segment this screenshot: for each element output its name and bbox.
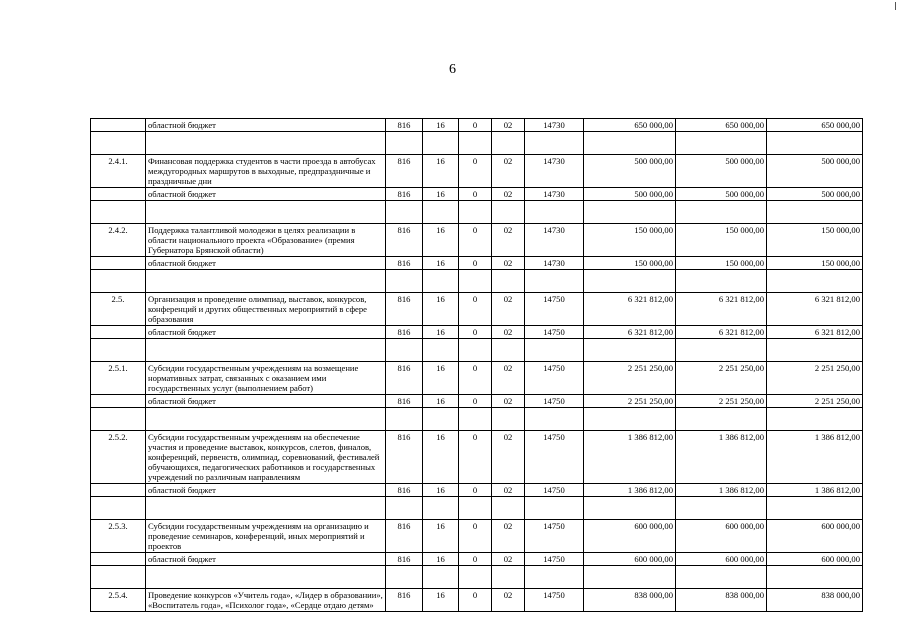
table-row-item <box>91 362 863 395</box>
spacer-cell <box>459 339 492 362</box>
ministry-code-cell: 816 <box>386 553 423 566</box>
amount-year2-cell: 2 251 250,00 <box>676 395 767 408</box>
spacer-cell <box>386 339 423 362</box>
amount-year1-cell: 2 251 250,00 <box>584 362 676 395</box>
spacer-cell <box>492 132 525 155</box>
expense-code-cell: 14750 <box>525 484 584 497</box>
spacer-cell <box>423 339 459 362</box>
table-row-budget-source <box>91 484 863 497</box>
amount-year1-cell: 500 000,00 <box>584 188 676 201</box>
expense-code-cell: 14730 <box>525 119 584 132</box>
spacer-cell <box>492 270 525 293</box>
spacer-cell <box>767 339 863 362</box>
ministry-code-cell: 816 <box>386 520 423 553</box>
item-code-cell: 2.5.2. <box>91 431 146 484</box>
program-code-cell: 02 <box>492 553 525 566</box>
amount-year1-cell: 150 000,00 <box>584 224 676 257</box>
spacer-cell <box>584 339 676 362</box>
amount-year3-cell: 150 000,00 <box>767 257 863 270</box>
spacer-cell <box>767 201 863 224</box>
spacer-cell <box>767 408 863 431</box>
expense-code-cell: 14750 <box>525 589 584 612</box>
spacer-cell <box>386 270 423 293</box>
section-code-cell: 16 <box>423 520 459 553</box>
spacer-cell <box>525 201 584 224</box>
item-code-cell <box>91 553 146 566</box>
program-code-cell: 02 <box>492 188 525 201</box>
subsection-code-cell: 0 <box>459 155 492 188</box>
spacer-cell <box>767 566 863 589</box>
spacer-cell <box>91 201 146 224</box>
table-row-budget-source <box>91 553 863 566</box>
program-code-cell: 02 <box>492 293 525 326</box>
amount-year1-cell: 6 321 812,00 <box>584 293 676 326</box>
section-code-cell: 16 <box>423 395 459 408</box>
spacer-cell <box>459 132 492 155</box>
spacer-row <box>91 339 863 362</box>
spacer-cell <box>525 566 584 589</box>
amount-year3-cell: 1 386 812,00 <box>767 431 863 484</box>
ministry-code-cell: 816 <box>386 395 423 408</box>
amount-year2-cell: 2 251 250,00 <box>676 362 767 395</box>
amount-year1-cell: 6 321 812,00 <box>584 326 676 339</box>
amount-year1-cell: 838 000,00 <box>584 589 676 612</box>
amount-year3-cell: 838 000,00 <box>767 589 863 612</box>
spacer-cell <box>423 270 459 293</box>
subsection-code-cell: 0 <box>459 589 492 612</box>
amount-year2-cell: 600 000,00 <box>676 553 767 566</box>
amount-year3-cell: 6 321 812,00 <box>767 293 863 326</box>
page-number: 6 <box>449 62 456 77</box>
program-code-cell: 02 <box>492 589 525 612</box>
subsection-code-cell: 0 <box>459 326 492 339</box>
subsection-code-cell: 0 <box>459 431 492 484</box>
spacer-cell <box>146 566 386 589</box>
section-code-cell: 16 <box>423 484 459 497</box>
spacer-cell <box>676 201 767 224</box>
amount-year3-cell: 6 321 812,00 <box>767 326 863 339</box>
subsection-code-cell: 0 <box>459 188 492 201</box>
spacer-cell <box>492 408 525 431</box>
section-code-cell: 16 <box>423 362 459 395</box>
amount-year3-cell: 2 251 250,00 <box>767 362 863 395</box>
amount-year2-cell: 650 000,00 <box>676 119 767 132</box>
spacer-cell <box>91 339 146 362</box>
item-code-cell: 2.5. <box>91 293 146 326</box>
spacer-cell <box>459 566 492 589</box>
section-code-cell: 16 <box>423 188 459 201</box>
amount-year2-cell: 6 321 812,00 <box>676 326 767 339</box>
spacer-cell <box>146 270 386 293</box>
section-code-cell: 16 <box>423 431 459 484</box>
spacer-cell <box>423 132 459 155</box>
program-code-cell: 02 <box>492 431 525 484</box>
spacer-cell <box>492 497 525 520</box>
expense-code-cell: 14730 <box>525 155 584 188</box>
amount-year2-cell: 838 000,00 <box>676 589 767 612</box>
table-row-item <box>91 155 863 188</box>
spacer-cell <box>492 566 525 589</box>
item-code-cell: 2.5.3. <box>91 520 146 553</box>
item-code-cell <box>91 119 146 132</box>
amount-year3-cell: 650 000,00 <box>767 119 863 132</box>
spacer-row <box>91 566 863 589</box>
ministry-code-cell: 816 <box>386 431 423 484</box>
expense-code-cell: 14750 <box>525 553 584 566</box>
description-cell: областной бюджет <box>146 119 386 132</box>
description-cell: Проведение конкурсов «Учитель года», «Лидер в образовании», «Воспитатель года», «Психолог года», «Сердце отдаю детям» <box>146 589 386 612</box>
item-code-cell <box>91 326 146 339</box>
table-row-budget-source <box>91 395 863 408</box>
ministry-code-cell: 816 <box>386 188 423 201</box>
section-code-cell: 16 <box>423 155 459 188</box>
description-cell: областной бюджет <box>146 484 386 497</box>
description-cell: областной бюджет <box>146 326 386 339</box>
spacer-row <box>91 408 863 431</box>
spacer-cell <box>91 132 146 155</box>
spacer-cell <box>459 201 492 224</box>
item-code-cell <box>91 188 146 201</box>
table-row-item <box>91 520 863 553</box>
table-row-budget-source <box>91 188 863 201</box>
section-code-cell: 16 <box>423 257 459 270</box>
spacer-cell <box>91 566 146 589</box>
spacer-row <box>91 270 863 293</box>
program-code-cell: 02 <box>492 326 525 339</box>
spacer-cell <box>584 497 676 520</box>
spacer-cell <box>767 132 863 155</box>
budget-table <box>90 118 863 612</box>
table-row-item <box>91 431 863 484</box>
subsection-code-cell: 0 <box>459 484 492 497</box>
amount-year2-cell: 1 386 812,00 <box>676 484 767 497</box>
amount-year2-cell: 500 000,00 <box>676 188 767 201</box>
expense-code-cell: 14750 <box>525 293 584 326</box>
ministry-code-cell: 816 <box>386 293 423 326</box>
subsection-code-cell: 0 <box>459 257 492 270</box>
spacer-cell <box>492 201 525 224</box>
spacer-cell <box>423 566 459 589</box>
spacer-cell <box>423 201 459 224</box>
spacer-row <box>91 497 863 520</box>
spacer-cell <box>459 497 492 520</box>
amount-year1-cell: 1 386 812,00 <box>584 431 676 484</box>
description-cell: Поддержка талантливой молодежи в целях реализации в области национального проекта «Образование» (премия Губернатора Брянской области) <box>146 224 386 257</box>
section-code-cell: 16 <box>423 224 459 257</box>
amount-year2-cell: 150 000,00 <box>676 257 767 270</box>
ministry-code-cell: 816 <box>386 155 423 188</box>
spacer-cell <box>91 408 146 431</box>
spacer-cell <box>584 566 676 589</box>
spacer-cell <box>676 339 767 362</box>
spacer-cell <box>525 132 584 155</box>
description-cell: Субсидии государственным учреждениям на организацию и проведение семинаров, конференций, иных мероприятий и проектов <box>146 520 386 553</box>
spacer-cell <box>676 270 767 293</box>
ministry-code-cell: 816 <box>386 589 423 612</box>
expense-code-cell: 14750 <box>525 326 584 339</box>
spacer-cell <box>423 408 459 431</box>
item-code-cell <box>91 484 146 497</box>
spacer-cell <box>146 339 386 362</box>
amount-year2-cell: 500 000,00 <box>676 155 767 188</box>
subsection-code-cell: 0 <box>459 362 492 395</box>
spacer-cell <box>525 408 584 431</box>
ministry-code-cell: 816 <box>386 362 423 395</box>
amount-year1-cell: 600 000,00 <box>584 553 676 566</box>
subsection-code-cell: 0 <box>459 553 492 566</box>
section-code-cell: 16 <box>423 293 459 326</box>
spacer-cell <box>146 201 386 224</box>
program-code-cell: 02 <box>492 395 525 408</box>
item-code-cell <box>91 395 146 408</box>
subsection-code-cell: 0 <box>459 520 492 553</box>
expense-code-cell: 14750 <box>525 362 584 395</box>
expense-code-cell: 14750 <box>525 431 584 484</box>
expense-code-cell: 14730 <box>525 224 584 257</box>
amount-year2-cell: 6 321 812,00 <box>676 293 767 326</box>
section-code-cell: 16 <box>423 119 459 132</box>
subsection-code-cell: 0 <box>459 119 492 132</box>
subsection-code-cell: 0 <box>459 395 492 408</box>
spacer-cell <box>525 270 584 293</box>
spacer-cell <box>492 339 525 362</box>
spacer-cell <box>676 408 767 431</box>
amount-year1-cell: 150 000,00 <box>584 257 676 270</box>
spacer-cell <box>91 497 146 520</box>
expense-code-cell: 14730 <box>525 188 584 201</box>
expense-code-cell: 14750 <box>525 520 584 553</box>
program-code-cell: 02 <box>492 119 525 132</box>
spacer-cell <box>146 497 386 520</box>
ministry-code-cell: 816 <box>386 326 423 339</box>
section-code-cell: 16 <box>423 326 459 339</box>
amount-year2-cell: 1 386 812,00 <box>676 431 767 484</box>
amount-year3-cell: 2 251 250,00 <box>767 395 863 408</box>
spacer-cell <box>525 339 584 362</box>
spacer-cell <box>386 201 423 224</box>
program-code-cell: 02 <box>492 224 525 257</box>
amount-year3-cell: 500 000,00 <box>767 188 863 201</box>
expense-code-cell: 14730 <box>525 257 584 270</box>
expense-code-cell: 14750 <box>525 395 584 408</box>
spacer-cell <box>676 497 767 520</box>
amount-year3-cell: 600 000,00 <box>767 520 863 553</box>
program-code-cell: 02 <box>492 257 525 270</box>
table-row-budget-source <box>91 257 863 270</box>
spacer-cell <box>146 132 386 155</box>
item-code-cell: 2.4.1. <box>91 155 146 188</box>
subsection-code-cell: 0 <box>459 224 492 257</box>
spacer-cell <box>91 270 146 293</box>
spacer-cell <box>423 497 459 520</box>
spacer-cell <box>584 408 676 431</box>
subsection-code-cell: 0 <box>459 293 492 326</box>
amount-year3-cell: 1 386 812,00 <box>767 484 863 497</box>
amount-year3-cell: 500 000,00 <box>767 155 863 188</box>
description-cell: Субсидии государственным учреждениям на обеспечение участия и проведение выставок, конкурсов, слетов, финалов, конференций, первенств, олимпиад, соревнований, фестивалей обучающихся, педагогических работников и государственных учреждений по различным направлениям <box>146 431 386 484</box>
item-code-cell: 2.5.1. <box>91 362 146 395</box>
spacer-cell <box>386 132 423 155</box>
item-code-cell: 2.5.4. <box>91 589 146 612</box>
amount-year1-cell: 2 251 250,00 <box>584 395 676 408</box>
spacer-cell <box>767 270 863 293</box>
ministry-code-cell: 816 <box>386 484 423 497</box>
spacer-cell <box>676 566 767 589</box>
spacer-cell <box>584 270 676 293</box>
amount-year1-cell: 650 000,00 <box>584 119 676 132</box>
ministry-code-cell: 816 <box>386 257 423 270</box>
page-edge-mark <box>895 2 896 10</box>
table-row-budget-source <box>91 326 863 339</box>
spacer-cell <box>584 132 676 155</box>
spacer-cell <box>459 408 492 431</box>
spacer-cell <box>386 566 423 589</box>
item-code-cell: 2.4.2. <box>91 224 146 257</box>
item-code-cell <box>91 257 146 270</box>
table-row-budget-source <box>91 119 863 132</box>
description-cell: Организация и проведение олимпиад, выставок, конкурсов, конференций и других общественных мероприятий в сфере образования <box>146 293 386 326</box>
description-cell: Субсидии государственным учреждениям на возмещение нормативных затрат, связанных с оказанием ими государственных услуг (выполнением работ) <box>146 362 386 395</box>
spacer-cell <box>525 497 584 520</box>
amount-year3-cell: 150 000,00 <box>767 224 863 257</box>
spacer-cell <box>676 132 767 155</box>
description-cell: Финансовая поддержка студентов в части проезда в автобусах междугородных маршрутов в выходные, предпраздничные и праздничные дни <box>146 155 386 188</box>
amount-year1-cell: 500 000,00 <box>584 155 676 188</box>
spacer-row <box>91 132 863 155</box>
spacer-cell <box>386 408 423 431</box>
spacer-cell <box>386 497 423 520</box>
amount-year1-cell: 1 386 812,00 <box>584 484 676 497</box>
spacer-row <box>91 201 863 224</box>
table-row-item <box>91 224 863 257</box>
description-cell: областной бюджет <box>146 395 386 408</box>
amount-year2-cell: 150 000,00 <box>676 224 767 257</box>
table-row-item <box>91 589 863 612</box>
spacer-cell <box>459 270 492 293</box>
table-row-item <box>91 293 863 326</box>
amount-year1-cell: 600 000,00 <box>584 520 676 553</box>
program-code-cell: 02 <box>492 155 525 188</box>
program-code-cell: 02 <box>492 484 525 497</box>
description-cell: областной бюджет <box>146 257 386 270</box>
ministry-code-cell: 816 <box>386 119 423 132</box>
ministry-code-cell: 816 <box>386 224 423 257</box>
section-code-cell: 16 <box>423 553 459 566</box>
spacer-cell <box>767 497 863 520</box>
amount-year2-cell: 600 000,00 <box>676 520 767 553</box>
amount-year3-cell: 600 000,00 <box>767 553 863 566</box>
program-code-cell: 02 <box>492 362 525 395</box>
description-cell: областной бюджет <box>146 553 386 566</box>
section-code-cell: 16 <box>423 589 459 612</box>
spacer-cell <box>584 201 676 224</box>
program-code-cell: 02 <box>492 520 525 553</box>
spacer-cell <box>146 408 386 431</box>
description-cell: областной бюджет <box>146 188 386 201</box>
